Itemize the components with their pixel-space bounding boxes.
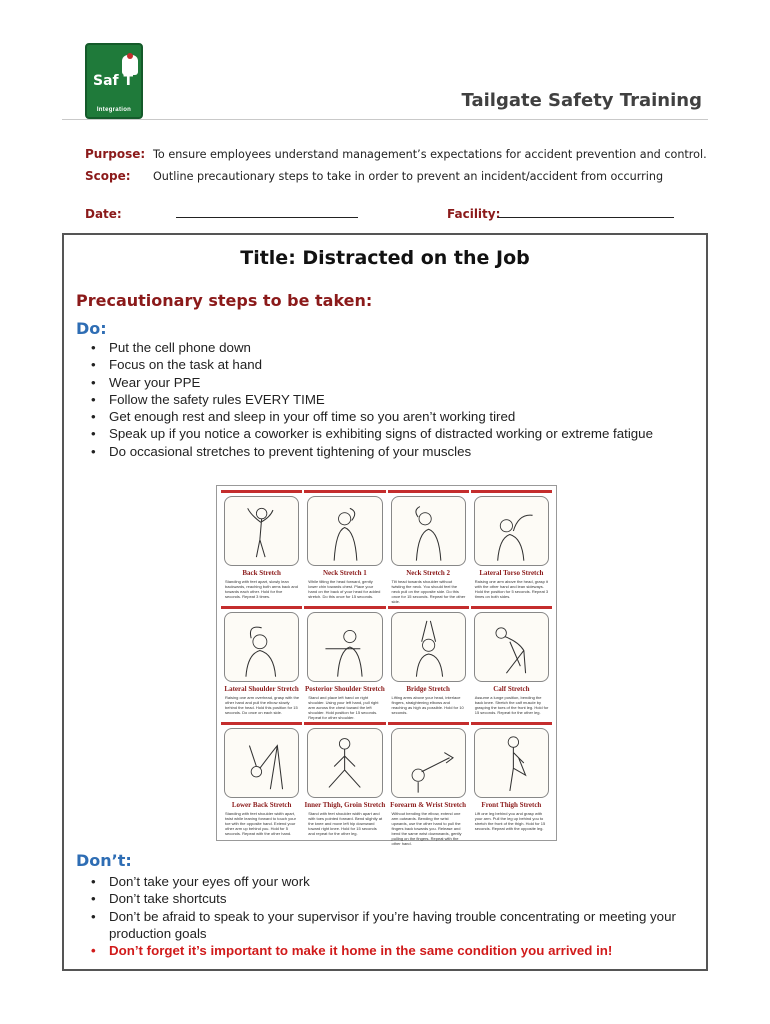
stretch-figure-illustration: [307, 496, 382, 566]
do-item: • Get enough rest and sleep in your off time so you aren’t working tired: [91, 408, 691, 425]
stretch-name: Inner Thigh, Groin Stretch: [304, 801, 386, 809]
dont-item: • Don’t take your eyes off your work: [91, 873, 691, 890]
topic-title: Title: Distracted on the Job: [240, 247, 530, 269]
dont-list: [91, 873, 691, 959]
stretch-exercises-poster: [216, 485, 557, 846]
saft-integration-logo: [85, 43, 143, 119]
stretch-figure-illustration: [391, 612, 466, 682]
stretch-figure-illustration: [307, 612, 382, 682]
stretch-panel: [388, 490, 469, 604]
stretch-description: Assume a lunge position, bending the back knee. Stretch the calf muscle by grasping the toes of the front leg. Hold for 15 seconds. Repeat for the other leg.: [474, 695, 549, 715]
training-content-box: [62, 233, 708, 971]
stretch-figure-illustration: [307, 728, 382, 798]
do-item: • Follow the safety rules EVERY TIME: [91, 391, 691, 408]
stretch-name: Back Stretch: [242, 569, 281, 577]
do-item: • Do occasional stretches to prevent tightening of your muscles: [91, 443, 691, 460]
stretch-description: Without bending the elbow, extend one arm outwards. Bending the wrist upwards, use the other hand to pull the fingers back towards you. Release and bend the same wrist downwards, gently pulling on the fingers. Repeat with the other hand.: [391, 811, 462, 846]
stretch-description: Standing with feet apart, slowly lean backwards, reaching both arms back and towards each other. Hold for five seconds. Repeat 3 times.: [225, 579, 298, 599]
do-heading: Do:: [76, 319, 107, 338]
stretch-description: Stand and place left hand on right shoulder. Using your left hand, pull right arm across the chest toward the left shoulder. Hold position for 15 seconds. Repeat for other shoulder.: [308, 695, 379, 720]
stretch-name: Neck Stretch 1: [322, 569, 367, 577]
stretch-name: Forearm & Wrist Stretch: [390, 801, 467, 809]
stretch-description: Standing with feet shoulder width apart, twist while leaning forward to touch your toe with the opposite hand. Extend your other arm up behind you. Hold for 5 seconds. Repeat with the other hand.: [225, 811, 296, 836]
stretch-figure-illustration: [224, 496, 299, 566]
date-label: Date:: [85, 207, 122, 221]
stretch-name: Lower Back Stretch: [231, 801, 292, 809]
scope-text: Outline precautionary steps to take in order to prevent an incident/accident from occurring: [153, 170, 664, 183]
stretch-panel: [221, 490, 302, 604]
stretch-name: Bridge Stretch: [406, 685, 450, 693]
stretch-figure-illustration: [474, 496, 549, 566]
document-title: Tailgate Safety Training: [461, 90, 702, 111]
stretch-panel: [471, 606, 552, 720]
purpose-text: To ensure employees understand management’s expectations for accident prevention and control.: [153, 148, 707, 161]
stretch-panel: [221, 606, 302, 720]
do-item: • Speak up if you notice a coworker is exhibiting signs of distracted working or extreme fatigue: [91, 425, 691, 442]
stretch-name: Posterior Shoulder Stretch: [305, 685, 385, 693]
stretch-figure-illustration: [474, 612, 549, 682]
stretch-figure-illustration: [474, 728, 549, 798]
stretch-panel: [304, 722, 385, 836]
stretch-description: While tilting the head forward, gently lower chin towards chest. Place your hand on the back of your head for added stretch. Do this once for 15 seconds.: [308, 579, 381, 599]
stretch-name: Lateral Torso Stretch: [479, 569, 544, 577]
stretch-description: Tilt head towards shoulder without twisting the neck. You should feel the neck pull on the opposite side. Do this once for 15 seconds. Repeat for the other side.: [391, 579, 466, 604]
stretch-panel: [304, 606, 385, 720]
do-list: [91, 339, 691, 460]
precautionary-steps-heading: Precautionary steps to be taken:: [76, 291, 373, 310]
stretch-panel: [221, 722, 302, 836]
do-item: • Wear your PPE: [91, 374, 691, 391]
stretch-description: Lift one leg behind you and grasp with your arm. Pull the leg up behind you to stretch the front of the thigh. Hold for 15 seconds. Repeat with the opposite leg.: [474, 811, 546, 831]
stretch-panel: [388, 606, 469, 720]
date-field[interactable]: [176, 206, 358, 218]
stretch-panel: [471, 490, 552, 604]
stretch-name: Calf Stretch: [493, 685, 530, 693]
stretch-description: Stand with feet shoulder width apart and with toes pointed forward. Bend slightly at the knee and move left hip downward toward right knee. Hold for 15 seconds and repeat for the other leg.: [308, 811, 383, 836]
facility-label: Facility:: [447, 207, 501, 221]
stretch-figure-illustration: [224, 728, 299, 798]
facility-field[interactable]: [498, 206, 674, 218]
stretch-figure-illustration: [224, 612, 299, 682]
purpose-label: Purpose:: [85, 147, 146, 161]
stretch-figure-illustration: [391, 496, 466, 566]
stretch-name: Neck Stretch 2: [406, 569, 451, 577]
logo-text: Saf T: [93, 73, 134, 89]
scope-label: Scope:: [85, 169, 131, 183]
logo-subtext: Integration: [96, 107, 132, 113]
dont-item: • Don’t be afraid to speak to your supervisor if you’re having trouble concentrating or meeting your production goals: [91, 908, 691, 943]
stretch-description: Lifting arms above your head, interlace fingers, straightening elbows and reaching as high as possible. Hold for 10 seconds.: [391, 695, 464, 715]
stretch-panel: [304, 490, 385, 604]
dont-item-emphasis: • Don’t forget it’s important to make it home in the same condition you arrived in!: [91, 942, 691, 959]
stretch-panel: [471, 722, 552, 836]
header-divider: [62, 119, 708, 120]
dont-heading: Don’t:: [76, 851, 132, 870]
logo-dot-icon: [127, 53, 133, 59]
stretch-name: Front Thigh Stretch: [481, 801, 542, 809]
dont-item: • Don’t take shortcuts: [91, 890, 691, 907]
stretch-name: Lateral Shoulder Stretch: [224, 685, 299, 693]
stretch-description: Raising one arm above the head, grasp it with the other hand and lean sideways. Hold the position for 5 seconds. Repeat 3 times on both sides.: [474, 579, 549, 599]
stretch-panel: [388, 722, 469, 846]
stretch-description: Raising one arm overhead, grasp with the other hand and pull the elbow slowly behind the head. Hold this position for 15 seconds. Do once on each side.: [225, 695, 300, 715]
do-item: • Put the cell phone down: [91, 339, 691, 356]
do-item: • Focus on the task at hand: [91, 356, 691, 373]
stretch-figure-illustration: [391, 728, 466, 798]
